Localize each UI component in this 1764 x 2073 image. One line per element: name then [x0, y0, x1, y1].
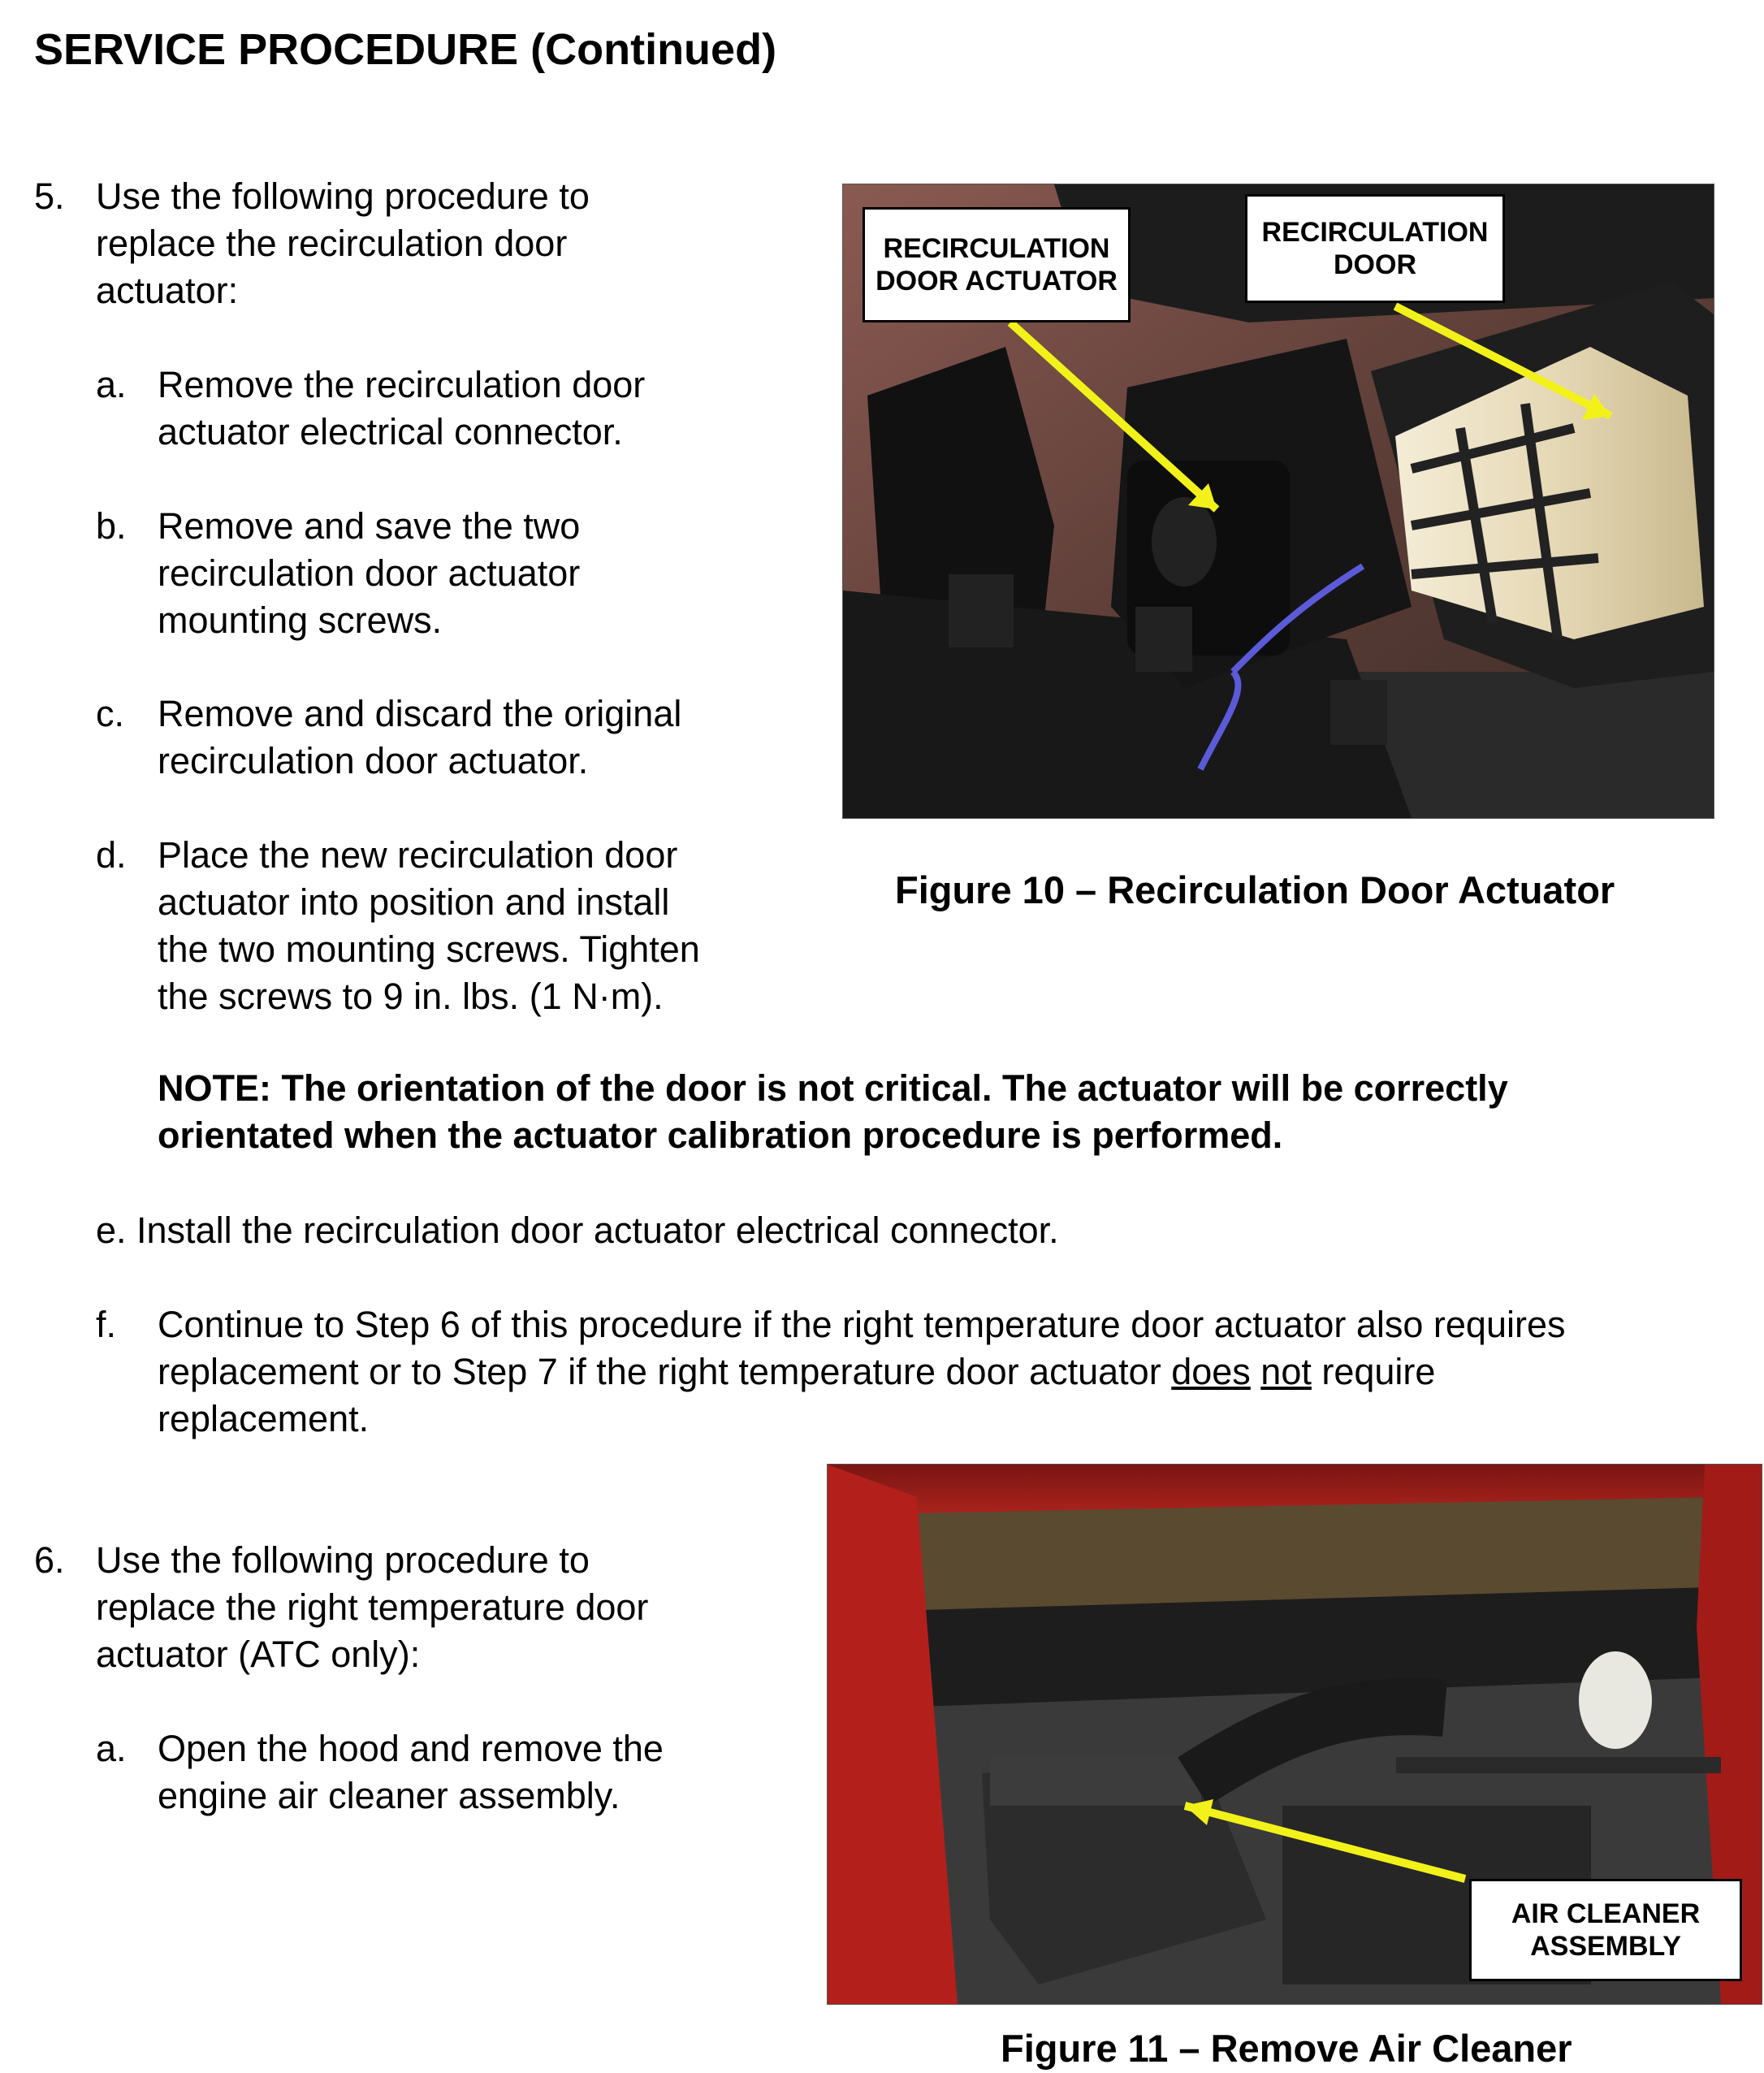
- step-5-number: 5.: [34, 175, 65, 217]
- text-span: replacement or to Step 7 if the right temperature door actuator: [158, 1351, 1172, 1392]
- step-5f-letter: f.: [96, 1304, 117, 1345]
- step-6-intro: [96, 1537, 648, 1678]
- text-line: actuator:: [96, 270, 239, 311]
- text-line: replace the right temperature door: [96, 1586, 649, 1628]
- page-title: SERVICE PROCEDURE (Continued): [34, 25, 777, 74]
- text-line: recirculation door actuator.: [158, 740, 589, 781]
- text-line: [158, 1348, 1566, 1396]
- text-span: [1251, 1351, 1261, 1392]
- text-line: Remove and save the two: [158, 505, 581, 547]
- text-line: Remove and discard the original: [158, 693, 682, 734]
- text-line: actuator into position and install: [158, 881, 670, 923]
- text-line: Place the new recirculation door: [158, 834, 678, 876]
- step-6a-text: [158, 1725, 664, 1820]
- step-5c-letter: c.: [96, 693, 125, 734]
- callout-line: ASSEMBLY: [1530, 1931, 1681, 1962]
- callout-door: [1245, 194, 1505, 303]
- text-line: Remove the recirculation door: [158, 364, 646, 405]
- text-line: Use the following procedure to: [96, 175, 590, 217]
- text-line: actuator electrical connector.: [158, 411, 623, 452]
- text-line: Use the following procedure to: [96, 1539, 590, 1581]
- step-5b-text: [158, 503, 580, 644]
- step-5b-letter: b.: [96, 505, 127, 547]
- figure-10-caption: Figure 10 – Recirculation Door Actuator: [895, 868, 1615, 911]
- step-5a-letter: a.: [96, 364, 127, 405]
- step-5a-text: [158, 361, 645, 456]
- text-line: engine air cleaner assembly.: [158, 1775, 620, 1816]
- step-6-number: 6.: [34, 1539, 65, 1581]
- step-5d-text: [158, 832, 700, 1020]
- text-line: mounting screws.: [158, 599, 443, 641]
- callout-air-cleaner: [1469, 1879, 1742, 1981]
- text-line: NOTE: The orientation of the door is not critical. The actuator will be correctly: [158, 1067, 1508, 1109]
- callout-line: RECIRCULATION: [883, 233, 1110, 264]
- text-line: the screws to 9 in. lbs. (1 N·m).: [158, 976, 664, 1017]
- text-line: Continue to Step 6 of this procedure if the right temperature door actuator also requires: [158, 1304, 1566, 1345]
- step-5f-text: [158, 1301, 1566, 1443]
- step-5d-letter: d.: [96, 834, 127, 876]
- text-line: actuator (ATC only):: [96, 1634, 421, 1675]
- callout-actuator: [863, 207, 1131, 322]
- underlined-word: does: [1171, 1351, 1251, 1392]
- text-line: Open the hood and remove the: [158, 1728, 664, 1769]
- figure-11-caption: Figure 11 – Remove Air Cleaner: [1001, 2027, 1572, 2070]
- text-span: require: [1311, 1351, 1436, 1392]
- callout-line: DOOR ACTUATOR: [876, 266, 1118, 296]
- callout-line: RECIRCULATION: [1261, 217, 1489, 248]
- step-5e-text: e. Install the recirculation door actuator electrical connector.: [96, 1210, 1059, 1251]
- callout-line: AIR CLEANER: [1511, 1898, 1701, 1929]
- note: [158, 1065, 1508, 1159]
- step-5c-text: [158, 690, 681, 785]
- figure-11-photo: [827, 1464, 1762, 2005]
- text-line: orientated when the actuator calibration procedure is performed.: [158, 1114, 1283, 1156]
- figure-10-photo: [842, 184, 1714, 819]
- text-line: recirculation door actuator: [158, 552, 581, 594]
- step-5-intro: [96, 173, 590, 314]
- underlined-word: not: [1260, 1351, 1312, 1392]
- callout-line: DOOR: [1334, 249, 1416, 280]
- text-line: the two mounting screws. Tighten: [158, 928, 700, 970]
- text-line: replace the recirculation door: [96, 223, 568, 264]
- text-line: replacement.: [158, 1398, 370, 1439]
- step-6a-letter: a.: [96, 1728, 127, 1769]
